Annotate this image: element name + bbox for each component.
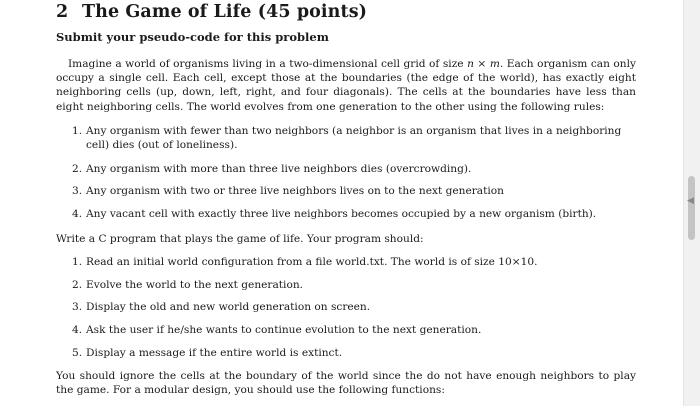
subtitle: Submit your pseudo-code for this problem bbox=[56, 30, 329, 44]
rule-text: Any organism with fewer than two neighbors (a neighbor is an organism that lives in a neighboring cell) dies (out of loneliness). bbox=[86, 125, 622, 152]
intro-text-end: . Each organism can only occupy a single cell. Each cell, except those at the boundaries (the edge of the world), has exactly eight neighboring cells (up, down, left, right, and four diagonals). The cells at the boundaries have less than eight neighboring cells. The world evolves from one generation to the other using the following rules: bbox=[56, 58, 636, 113]
closing-paragraph: You should ignore the cells at the boundary of the world since the do not have enough neighbors to play the game. For a modular design, you should use the following functions: bbox=[56, 370, 636, 397]
var-m: m bbox=[489, 58, 500, 70]
step-text: Display the old and new world generation on screen. bbox=[86, 301, 371, 313]
rule-text: Any organism with two or three live neighbors lives on to the next generation bbox=[86, 185, 504, 197]
scroll-left-arrow-icon[interactable]: ◀ bbox=[687, 196, 694, 206]
var-n: n bbox=[467, 58, 474, 70]
step-number: 1. bbox=[72, 256, 83, 268]
times-symbol: × bbox=[473, 58, 490, 70]
step-text: Ask the user if he/she wants to continue evolution to the next generation. bbox=[86, 324, 482, 336]
step-text: Read an initial world configuration from a file world.txt. The world is of size 10×10. bbox=[86, 256, 538, 268]
step-number: 3. bbox=[72, 301, 83, 313]
rule-text: Any vacant cell with exactly three live neighbors becomes occupied by a new organism (birth). bbox=[86, 208, 597, 220]
step-text: Display a message if the entire world is extinct. bbox=[86, 347, 343, 359]
step-number: 5. bbox=[72, 347, 83, 359]
step-text: Evolve the world to the next generation. bbox=[86, 279, 304, 291]
rule-number: 1. bbox=[72, 125, 83, 137]
program-intro: Write a C program that plays the game of life. Your program should: bbox=[56, 233, 424, 245]
intro-paragraph bbox=[56, 57, 636, 114]
scrollbar-thumb[interactable] bbox=[688, 176, 695, 240]
rule-text: Any organism with more than three live neighbors dies (overcrowding). bbox=[86, 163, 472, 175]
rule-number: 4. bbox=[72, 208, 83, 220]
section-number: 2 bbox=[56, 2, 69, 22]
section-title: The Game of Life (45 points) bbox=[82, 2, 368, 22]
intro-text-start: Imagine a world of organisms living in a two-dimensional cell grid of size bbox=[68, 58, 468, 70]
vertical-scrollbar[interactable] bbox=[683, 0, 700, 406]
step-number: 4. bbox=[72, 324, 83, 336]
section-heading bbox=[56, 2, 367, 22]
step-number: 2. bbox=[72, 279, 83, 291]
rule-number: 2. bbox=[72, 163, 83, 175]
rule-number: 3. bbox=[72, 185, 83, 197]
